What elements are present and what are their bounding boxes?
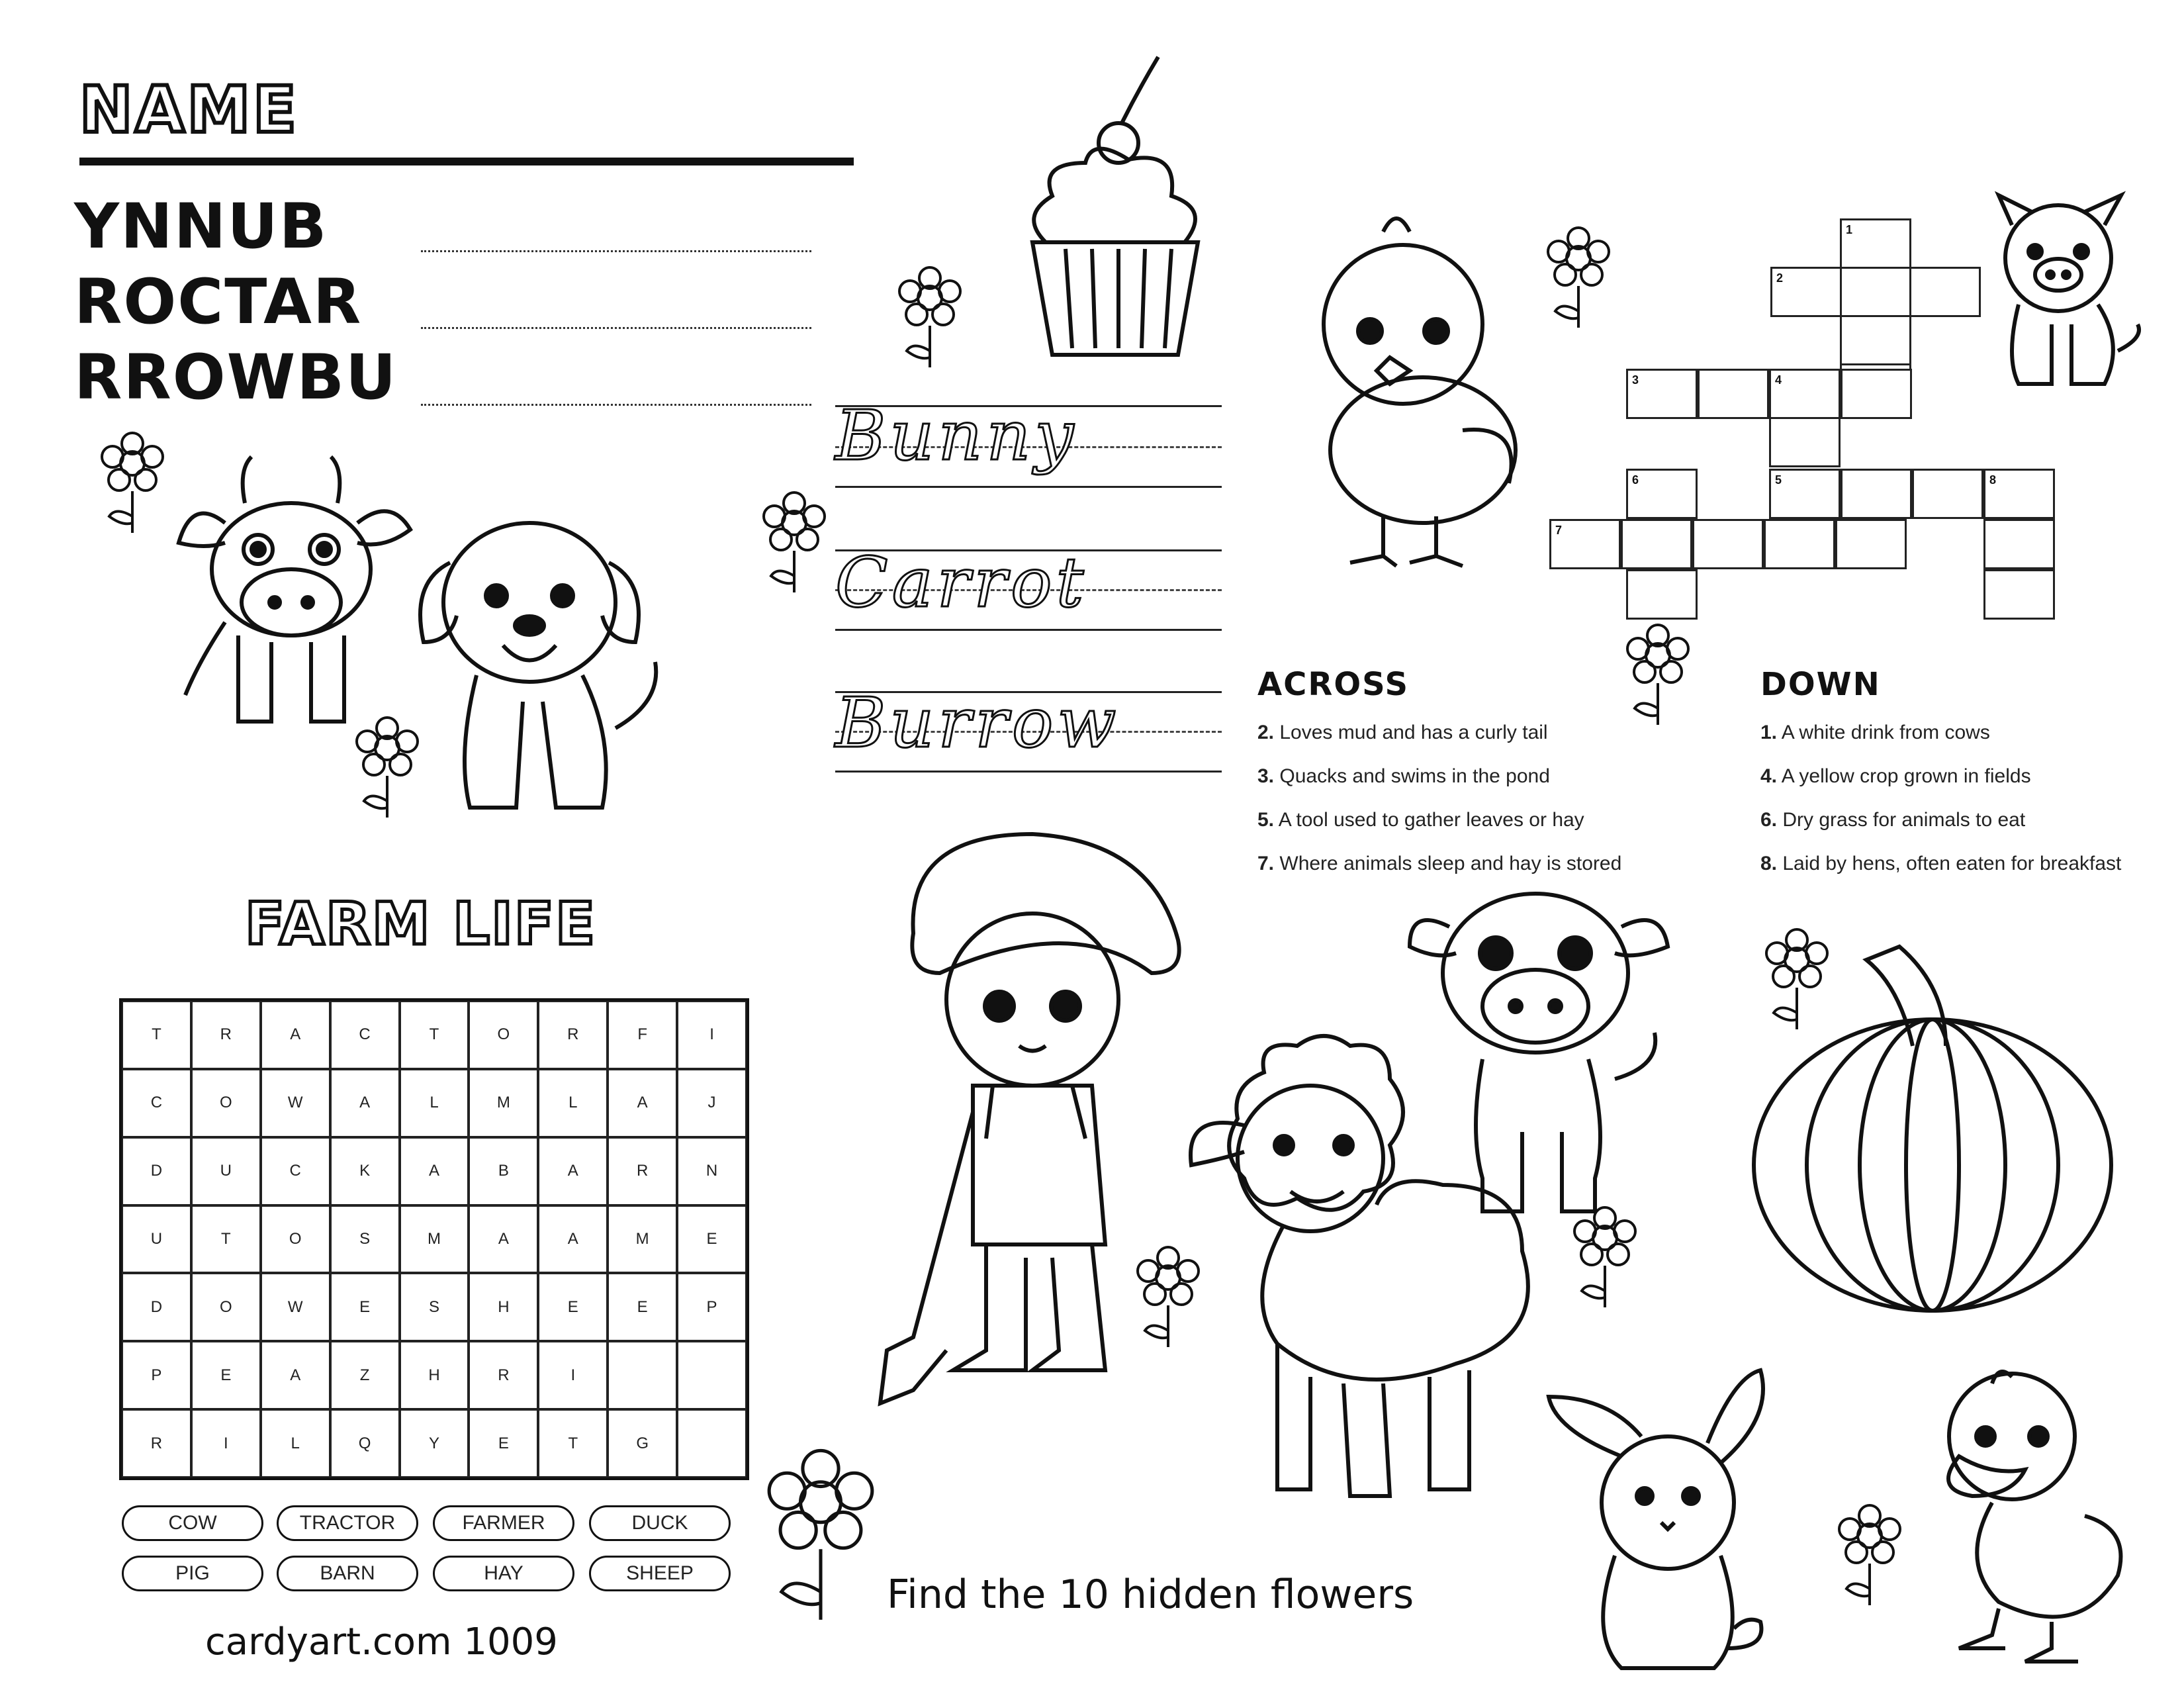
crossword-cell[interactable]: 1 [1840, 218, 1911, 269]
flower-icon [887, 265, 973, 371]
cow-icon [1403, 867, 1694, 1225]
scramble-word-1: YNNUB [74, 191, 328, 263]
cow-icon [165, 444, 430, 748]
cupcake-icon [1006, 50, 1224, 361]
grid-cell[interactable]: L [538, 1069, 608, 1137]
grid-cell[interactable]: A [608, 1069, 677, 1137]
crossword-cell[interactable]: 5 [1769, 469, 1841, 519]
flower-icon [344, 715, 430, 821]
footer-credit: cardyart.com 1009 [205, 1620, 558, 1664]
flower-icon [1562, 1205, 1648, 1311]
grid-cell[interactable]: A [538, 1137, 608, 1205]
crossword-cell[interactable] [1909, 267, 1981, 317]
grid-cell[interactable]: D [122, 1137, 191, 1205]
flower-icon [1125, 1244, 1211, 1350]
grid-cell[interactable]: E [330, 1273, 400, 1341]
duck-icon [1919, 1364, 2144, 1668]
word-pill: FARMER [433, 1505, 574, 1541]
crossword-cell[interactable] [1841, 369, 1912, 419]
scramble-answer-line-2[interactable] [421, 327, 811, 329]
grid-cell[interactable]: P [122, 1341, 191, 1409]
grid-cell[interactable]: O [261, 1205, 330, 1274]
crossword-cell[interactable] [1769, 417, 1841, 467]
grid-cell[interactable]: Q [330, 1409, 400, 1477]
grid-cell[interactable]: S [330, 1205, 400, 1274]
name-label: NAME [79, 73, 299, 147]
grid-cell[interactable]: D [122, 1273, 191, 1341]
grid-cell[interactable]: H [469, 1273, 538, 1341]
scramble-answer-line-1[interactable] [421, 250, 811, 252]
across-clue: 7. Where animals sleep and hay is stored [1257, 853, 1622, 874]
grid-cell[interactable]: B [469, 1137, 538, 1205]
across-heading: ACROSS [1257, 666, 1410, 703]
grid-cell[interactable]: C [122, 1069, 191, 1137]
down-heading: DOWN [1760, 666, 1881, 703]
crossword-cell[interactable]: 2 [1770, 267, 1842, 317]
grid-cell[interactable]: H [400, 1341, 469, 1409]
trace-guide-line [835, 486, 1222, 488]
crossword-cell[interactable] [1983, 569, 2055, 620]
bunny-icon [1549, 1357, 1794, 1675]
trace-guide-line [835, 771, 1222, 773]
down-clue: 1. A white drink from cows [1760, 722, 1990, 743]
name-write-line[interactable] [79, 158, 854, 165]
word-pill: TRACTOR [277, 1505, 418, 1541]
grid-cell[interactable]: R [469, 1341, 538, 1409]
grid-cell[interactable]: Z [330, 1341, 400, 1409]
across-clue: 5. A tool used to gather leaves or hay [1257, 809, 1584, 831]
flower-icon [89, 430, 175, 536]
grid-cell[interactable]: O [191, 1273, 261, 1341]
scramble-answer-line-3[interactable] [421, 404, 811, 406]
grid-cell[interactable]: M [400, 1205, 469, 1274]
across-clue: 3. Quacks and swims in the pond [1257, 765, 1550, 787]
grid-cell[interactable]: A [538, 1205, 608, 1274]
crossword-cell[interactable]: 3 [1626, 369, 1698, 419]
word-search-grid[interactable] [119, 998, 749, 1480]
grid-cell[interactable]: M [608, 1205, 677, 1274]
flower-icon [1615, 622, 1701, 728]
grid-cell[interactable]: E [469, 1409, 538, 1477]
crossword-cell[interactable] [1840, 315, 1911, 365]
grid-cell[interactable]: E [608, 1273, 677, 1341]
trace-guide-line [835, 629, 1222, 631]
down-clue: 4. A yellow crop grown in fields [1760, 765, 2031, 787]
crossword-cell[interactable] [1692, 519, 1764, 569]
grid-cell[interactable]: W [261, 1069, 330, 1137]
crossword-cell[interactable] [1698, 369, 1769, 419]
grid-cell[interactable]: E [677, 1205, 747, 1274]
grid-cell[interactable]: G [608, 1409, 677, 1477]
crossword-cell[interactable] [1621, 519, 1692, 569]
word-pill: PIG [122, 1556, 263, 1591]
flower-icon [1535, 225, 1621, 331]
grid-cell[interactable]: M [469, 1069, 538, 1137]
crossword-cell[interactable]: 6 [1626, 469, 1698, 519]
scramble-word-2: ROCTAR [74, 266, 363, 338]
crossword-cell[interactable] [1764, 519, 1835, 569]
grid-cell[interactable]: C [261, 1137, 330, 1205]
grid-cell[interactable]: O [469, 1001, 538, 1069]
grid-cell[interactable] [677, 1409, 747, 1477]
chick-icon [1310, 205, 1535, 576]
grid-cell[interactable]: U [191, 1137, 261, 1205]
grid-cell[interactable]: T [400, 1001, 469, 1069]
grid-cell[interactable]: K [330, 1137, 400, 1205]
trace-word-1[interactable]: Bunny [835, 395, 1078, 476]
grid-cell[interactable]: L [400, 1069, 469, 1137]
find-flowers-instruction: Find the 10 hidden flowers [887, 1571, 1414, 1618]
crossword-cell[interactable] [1912, 469, 1983, 519]
grid-cell[interactable]: O [191, 1069, 261, 1137]
grid-cell[interactable]: A [469, 1205, 538, 1274]
down-clue: 6. Dry grass for animals to eat [1760, 809, 2026, 831]
grid-cell[interactable]: A [330, 1069, 400, 1137]
word-pill: BARN [277, 1556, 418, 1591]
word-pill: DUCK [589, 1505, 731, 1541]
grid-cell[interactable]: A [400, 1137, 469, 1205]
scramble-word-3: RROWBU [74, 342, 398, 414]
word-pill: SHEEP [589, 1556, 731, 1591]
grid-cell[interactable]: T [191, 1205, 261, 1274]
crossword-cell[interactable] [1626, 569, 1698, 620]
grid-cell[interactable]: R [608, 1137, 677, 1205]
grid-cell[interactable]: F [608, 1001, 677, 1069]
flower-icon [748, 1436, 893, 1635]
grid-cell[interactable]: Y [400, 1409, 469, 1477]
grid-cell[interactable]: E [191, 1341, 261, 1409]
grid-cell[interactable]: J [677, 1069, 747, 1137]
grid-cell[interactable]: I [677, 1001, 747, 1069]
puppy-icon [404, 503, 682, 834]
trace-word-3[interactable]: Burrow [835, 682, 1120, 763]
grid-cell[interactable]: R [122, 1409, 191, 1477]
grid-cell[interactable]: T [538, 1409, 608, 1477]
grid-cell[interactable]: S [400, 1273, 469, 1341]
grid-cell[interactable]: N [677, 1137, 747, 1205]
word-pill: HAY [433, 1556, 574, 1591]
crossword-cell[interactable] [1983, 519, 2055, 569]
grid-cell[interactable]: A [261, 1001, 330, 1069]
grid-cell[interactable]: T [122, 1001, 191, 1069]
grid-cell[interactable]: A [261, 1341, 330, 1409]
grid-cell[interactable]: I [191, 1409, 261, 1477]
word-search-title: FARM LIFE [245, 890, 597, 958]
word-pill: COW [122, 1505, 263, 1541]
flower-icon [751, 490, 837, 596]
flower-icon [1754, 927, 1840, 1033]
grid-cell[interactable]: P [677, 1273, 747, 1341]
crossword-cell[interactable] [1841, 469, 1912, 519]
pig-icon [1979, 192, 2151, 397]
grid-cell[interactable]: R [538, 1001, 608, 1069]
across-clue: 2. Loves mud and has a curly tail [1257, 722, 1548, 743]
grid-cell[interactable]: U [122, 1205, 191, 1274]
grid-cell[interactable] [608, 1341, 677, 1409]
grid-cell[interactable]: W [261, 1273, 330, 1341]
grid-cell[interactable]: I [538, 1341, 608, 1409]
flower-icon [1827, 1503, 1913, 1609]
trace-word-2[interactable]: Carrot [835, 542, 1088, 623]
crossword-cell[interactable]: 8 [1983, 469, 2055, 519]
grid-cell[interactable]: L [261, 1409, 330, 1477]
crossword-cell[interactable]: 4 [1769, 369, 1841, 419]
grid-cell[interactable]: C [330, 1001, 400, 1069]
grid-cell[interactable] [677, 1341, 747, 1409]
grid-cell[interactable]: E [538, 1273, 608, 1341]
crossword-cell[interactable] [1840, 267, 1911, 317]
grid-cell[interactable]: R [191, 1001, 261, 1069]
down-clue: 8. Laid by hens, often eaten for breakfast [1760, 853, 2122, 874]
crossword-cell[interactable]: 7 [1549, 519, 1621, 569]
crossword-cell[interactable] [1835, 519, 1907, 569]
